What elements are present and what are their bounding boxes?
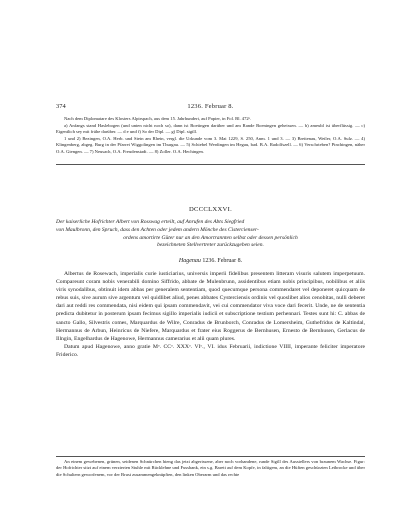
regest	[56, 219, 365, 250]
footnotes-bottom	[56, 459, 365, 478]
place-notes: 1 und 2) Bezingen, O.A. Herb. und Stein am Rhein, vergl. die Urkunde vom 3. Mai 1229, S. 250, Anm. 1 und 3. — 3) Breitenau, Weiler, O.A. Sulz. — 4) Klingenberg, abgeg. Burg in der Pfarrei Wiggolingen im Thurgau. — 5) Schiebel Werdingen im Hegau, bad. B.A. Radolfszell. — 6) Verschrieben? Pinchingen, näher O.A. Giengen. — 7) Neusach, O.A. Freudenstadt. — 8) Zoller. O.A. Hechingen.	[56, 135, 365, 154]
divider-bottom	[56, 456, 365, 457]
place-date-line	[56, 257, 365, 266]
seal-note: An einem gewebenen, grünen, seidenen Schnürchen hieng das jetzt abgerissene, aber noch vorhandene, runde Sigill des Ausstellers von braunem Wachse. Figur: der Hofrichter sitzt auf einem verzierten Stuhle mit Rücklehne und Fussbank, ein s.g. Barett auf dem Kopfe, in faltigem, an die Hüften geschürzten Leibrocke und über die Schultern geworfenem, vor der Brust zusammengeknüpften, den linken Oberarm und das rechte	[56, 459, 365, 477]
running-title: 1236. Februar 8.	[187, 103, 234, 110]
document-body	[56, 270, 365, 359]
body-paragraph: Datum apud Hagenowe, anno gratie Mᵒ. CCᵒ. XXXᵒ. VIᵒ., VI. idus Februarii, indictione VIIII, imperante feliciter imperatore Friderico.	[56, 343, 365, 358]
place-name: Hagenau	[178, 258, 201, 264]
page-number: 374	[56, 103, 66, 110]
page-header	[56, 102, 365, 112]
regest-line: Der kaiserliche Hofrichter Albert von Rosswag erteilt, auf Anrufen des Abts Siegfried	[56, 219, 245, 225]
document-number: DCCCLXXVI.	[188, 206, 233, 213]
place-date: 1236. Februar 8.	[202, 258, 243, 264]
regest-line: von Maulbronn, den Spruch, dass den Achten oder jedem andern Mönche des Cistercienser-	[56, 226, 259, 233]
source-note: Nach dem Diplomatare des Klosters Alpirspach, aus dem 15. Jahrhundert, auf Papier, in Fol. Bl. 472ᵃ.	[64, 116, 252, 121]
regest-line: ordens amortirte Güter nur an den Amortrannten selbst oder dessen persönlich	[123, 234, 298, 241]
footnotes-top	[56, 116, 365, 156]
divider-top	[56, 164, 365, 165]
body-paragraph: Albertus de Rosewach, imperialis curie iusticiarius, universis imperii fidelibus presentem litteram visuris salutem imperpetuum. Compareunt coram nobis venerabili domino Siffrido, abbate de Mulenbrunn, assidentibus etiam nobis principibus, nobilibus et aliis viris synodalibus, obtinuit idem abbas per generalem sententiam, quod quecumque persona commendaret vel deponeret quicquam de rebus suis, sive aurum sive argentum vel quidlibet aliud, penes abbates Cysterciensis ordinis vel quoslibet alios cenobitas, nulli deberet dari aut reddi res commendata, nisi eidem qui ipsam commendavit, vei cui commendator viva voce dari fecerit. Unde, ne de sententia predicta dubitetur in posterum ipsam fecimus sigillo imperialis iudicii et subscriptione testium perhennari. Testes sunt hi: C. abbas de sancto Gallo, Silvestris comes, Marquardus de Wilre, Conradus de Brunborch, Conradus de Lomersheim, Guthefridus de Kaltindal, Hermannus de Arbun, Heinricus de Niefere, Marquardus et frater eius Roggerus de Bernhusen, Ernesto de Bernhusen, Gerlacus de Illngin, Engelhardus de Hagenowe, Hermannus camerarius et alii quam plures.	[56, 271, 365, 342]
regest-line: bezeichneten Stellvertreter zurückzugeben seien.	[157, 242, 264, 249]
textual-note: a) Anfangs stand Haslebogen (und unten nicht noch so), dann ist Boetingen darüber und am Rande Boeningen geheissen. — b) ameubl ist überflüssig. — c) Eigentlich sey mit frühe darüber. — d e und f) So der Dipl. — g) Dipl. sigill.	[56, 122, 365, 135]
